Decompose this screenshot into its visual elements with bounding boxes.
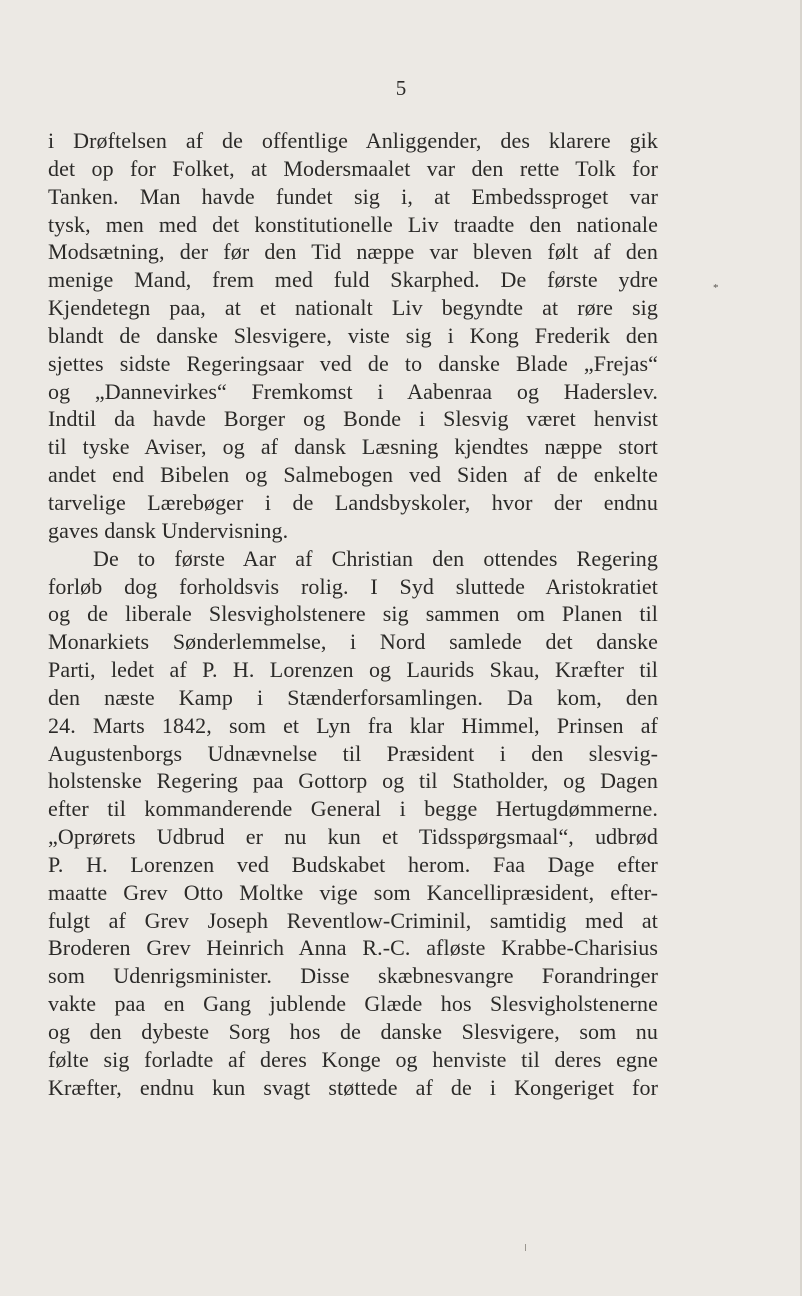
text-line: til tyske Aviser, og af dansk Læsning kjendtes næppe stort (48, 434, 658, 460)
text-line: Augustenborgs Udnævnelse til Præsident i den slesvig- (48, 740, 658, 766)
text-line: Monarkiets Sønderlemmelse, i Nord samlede det danske (48, 629, 658, 655)
margin-mark: * (713, 282, 719, 294)
paper-speck (525, 1244, 526, 1251)
text-line: sjettes sidste Regeringsaar ved de to danske Blade „Frejas“ (48, 350, 658, 376)
text-line: i Drøftelsen af de offentlige Anliggender, des klarere gik (48, 128, 658, 153)
text-line: Modsætning, der før den Tid næppe var bleven følt af den (48, 239, 658, 265)
text-line: som Udenrigsminister. Disse skæbnesvangre Forandringer (48, 963, 658, 989)
text-line: tysk, men med det konstitutionelle Liv traadte den nationale (48, 211, 658, 237)
text-line: „Oprørets Udbrud er nu kun et Tidsspørgsmaal“, udbrød (48, 824, 658, 850)
text-line: Tanken. Man havde fundet sig i, at Embedssproget var (48, 183, 658, 209)
text-line: Indtil da havde Borger og Bonde i Slesvig været henvist (48, 406, 658, 432)
text-line: vakte paa en Gang jublende Glæde hos Slesvigholstenerne (48, 991, 658, 1017)
text-line: efter til kommanderende General i begge Hertugdømmerne. (48, 796, 658, 822)
text-line: 24. Marts 1842, som et Lyn fra klar Himmel, Prinsen af (48, 712, 658, 738)
text-line: andet end Bibelen og Salmebogen ved Siden af de enkelte (48, 462, 658, 488)
page-number: 5 (395, 76, 407, 100)
text-line: Kjendetegn paa, at et nationalt Liv begyndte at røre sig (48, 295, 658, 321)
text-line: P. H. Lorenzen ved Budskabet herom. Faa Dage efter (48, 851, 658, 877)
text-line: maatte Grev Otto Moltke vige som Kancellipræsident, efter- (48, 879, 658, 905)
text-line: følte sig forladte af deres Konge og henviste til deres egne (48, 1046, 658, 1072)
text-line: fulgt af Grev Joseph Reventlow-Criminil, samtidig med at (48, 907, 658, 933)
text-line: Kræfter, endnu kun svagt støttede af de i Kongeriget for (48, 1074, 658, 1100)
text-line: og de liberale Slesvigholstenere sig sammen om Planen til (48, 601, 658, 627)
text-line: Broderen Grev Heinrich Anna R.-C. afløste Krabbe-Charisius (48, 935, 658, 961)
text-line: det op for Folket, at Modersmaalet var den rette Tolk for (48, 155, 658, 181)
text-line: menige Mand, frem med fuld Skarphed. De første ydre (48, 267, 658, 293)
body-text (48, 127, 658, 1102)
text-line: holstenske Regering paa Gottorp og til Statholder, og Dagen (48, 768, 658, 794)
text-line: den næste Kamp i Stænderforsamlingen. Da kom, den (48, 684, 658, 710)
text-line: forløb dog forholdsvis rolig. I Syd sluttede Aristokratiet (48, 573, 658, 599)
text-line: Parti, ledet af P. H. Lorenzen og Laurids Skau, Kræfter til (48, 657, 658, 683)
text-line: og „Dannevirkes“ Fremkomst i Aabenraa og Haderslev. (48, 378, 658, 404)
text-line: gaves dansk Undervisning. (48, 517, 289, 543)
text-line: tarvelige Lærebøger i de Landsbyskoler, hvor der endnu (48, 489, 658, 515)
text-line: og den dybeste Sorg hos de danske Slesvigere, som nu (48, 1019, 658, 1044)
text-line: blandt de danske Slesvigere, viste sig i Kong Frederik den (48, 322, 658, 348)
text-line: De to første Aar af Christian den ottendes Regering (93, 545, 658, 571)
